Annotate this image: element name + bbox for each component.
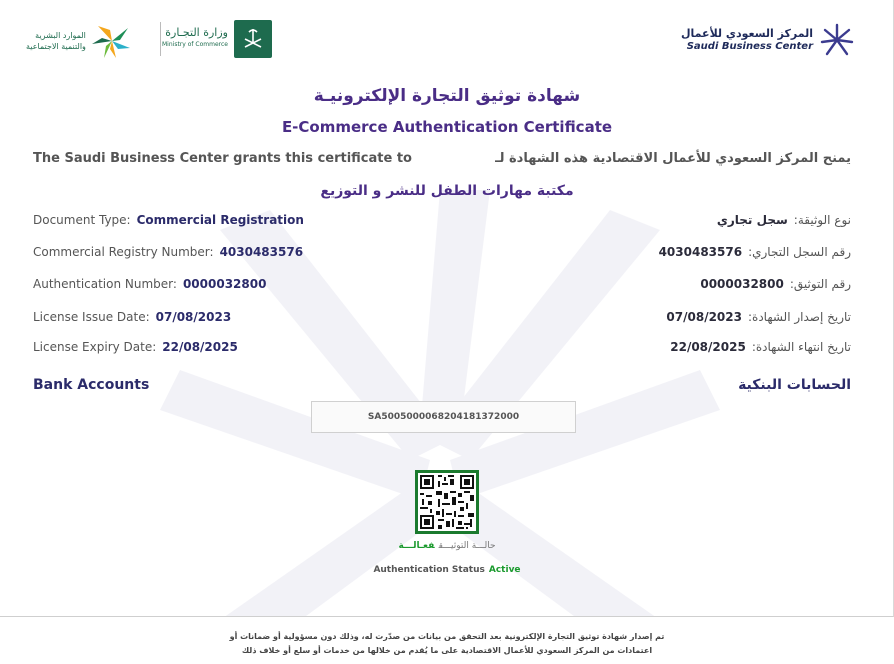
bank-accounts-heading: Bank Accounts: [33, 377, 150, 393]
certificate-title-ar: شهادة توثيق التجارة الإلكترونيـة: [313, 86, 581, 106]
iban-box: SA5005000068204181372000: [311, 401, 576, 433]
status-label: Authentication Status: [373, 565, 485, 575]
field-label: Commercial Registry Number:: [33, 245, 214, 259]
document-type-row-ar: [717, 213, 851, 227]
commercial-registry-row: [33, 245, 303, 259]
hr-logo-line2: والتنمية الاجتماعية: [26, 42, 86, 51]
field-label-ar: رقم التوثيق:: [789, 277, 851, 291]
grant-statement-en: The Saudi Business Center grants this certificate to: [33, 151, 412, 166]
certificate-title-en: E-Commerce Authentication Certificate: [281, 118, 613, 136]
issue-date-row-ar: [666, 310, 851, 324]
issue-date-row: [33, 310, 231, 324]
document-type-row: [33, 213, 304, 227]
sbc-logo-en: Saudi Business Center: [686, 41, 813, 52]
grantee-name: مكتبة مهارات الطفل للنشر و التوزيع: [320, 183, 574, 199]
status-value: Active: [488, 565, 521, 575]
issue-date-value-ar: 07/08/2023: [666, 310, 742, 324]
document-type-value: Commercial Registration: [136, 213, 304, 227]
disclaimer-line: اعتمادات من المركز السعودي للأعمال الاقتصادية على ما يُقدم من خلالها من خدمات أو سلع أو خلاف ذلك: [241, 646, 653, 655]
hr-leaf-icon: [90, 22, 134, 60]
moc-logo-ar: وزارة التجـارة: [165, 26, 228, 39]
field-label-ar: نوع الوثيقة:: [793, 213, 851, 227]
authentication-number-value: 0000032800: [182, 277, 267, 291]
authentication-number-value-ar: 0000032800: [700, 277, 784, 291]
status-label-ar: حالـــة التوثيـــق: [438, 541, 496, 551]
status-value-ar: فعـالـــة: [398, 541, 435, 551]
disclaimer-line: تم إصدار شهادة توثيق التجارة الإلكترونية بعد التحقق من بيانات من صدّرت له، وذلك دون مسؤولية أو ضمانات أو: [229, 632, 665, 641]
expiry-date-value-ar: 22/08/2025: [670, 340, 746, 354]
field-label: Authentication Number:: [33, 277, 177, 291]
commercial-registry-value-ar: 4030483576: [658, 245, 743, 259]
commercial-registry-value: 4030483576: [219, 245, 304, 259]
grant-statement-ar: يمنح المركز السعودي للأعمال الاقتصادية هذه الشهادة لـ: [495, 151, 851, 166]
authentication-number-row: [33, 277, 266, 291]
ministry-of-commerce-logo: [162, 20, 272, 58]
field-label: Document Type:: [33, 213, 131, 227]
sbc-logo-ar: المركز السعودي للأعمال: [681, 27, 813, 40]
authentication-status: [0, 565, 894, 575]
sbc-star-icon: [819, 22, 855, 58]
authentication-number-row-ar: [700, 277, 851, 291]
bank-accounts-heading-ar: الحسابات البنكية: [738, 377, 851, 393]
hr-ministry-logo: [26, 22, 134, 60]
saudi-emblem-icon: [234, 20, 272, 58]
expiry-date-row: [33, 340, 238, 354]
field-label: License Expiry Date:: [33, 340, 157, 354]
moc-logo-en: Ministry of Commerce: [162, 41, 228, 48]
commercial-registry-row-ar: [659, 245, 851, 259]
sbc-logo: [681, 22, 855, 58]
expiry-date-value: 22/08/2025: [162, 340, 238, 354]
disclaimer-footer: [0, 630, 894, 658]
authentication-status-ar: [0, 541, 894, 551]
qr-code-icon[interactable]: [415, 470, 479, 534]
logo-divider: [160, 22, 161, 56]
document-type-value-ar: سجل تجاري: [716, 213, 788, 227]
expiry-date-row-ar: [670, 340, 851, 354]
issue-date-value: 07/08/2023: [155, 310, 232, 324]
field-label-ar: تاريخ إصدار الشهادة:: [747, 310, 851, 324]
field-label-ar: تاريخ انتهاء الشهادة:: [751, 340, 851, 354]
hr-logo-line1: الموارد البشرية: [35, 31, 86, 40]
field-label: License Issue Date:: [33, 310, 150, 324]
field-label-ar: رقم السجل التجاري:: [748, 245, 851, 259]
